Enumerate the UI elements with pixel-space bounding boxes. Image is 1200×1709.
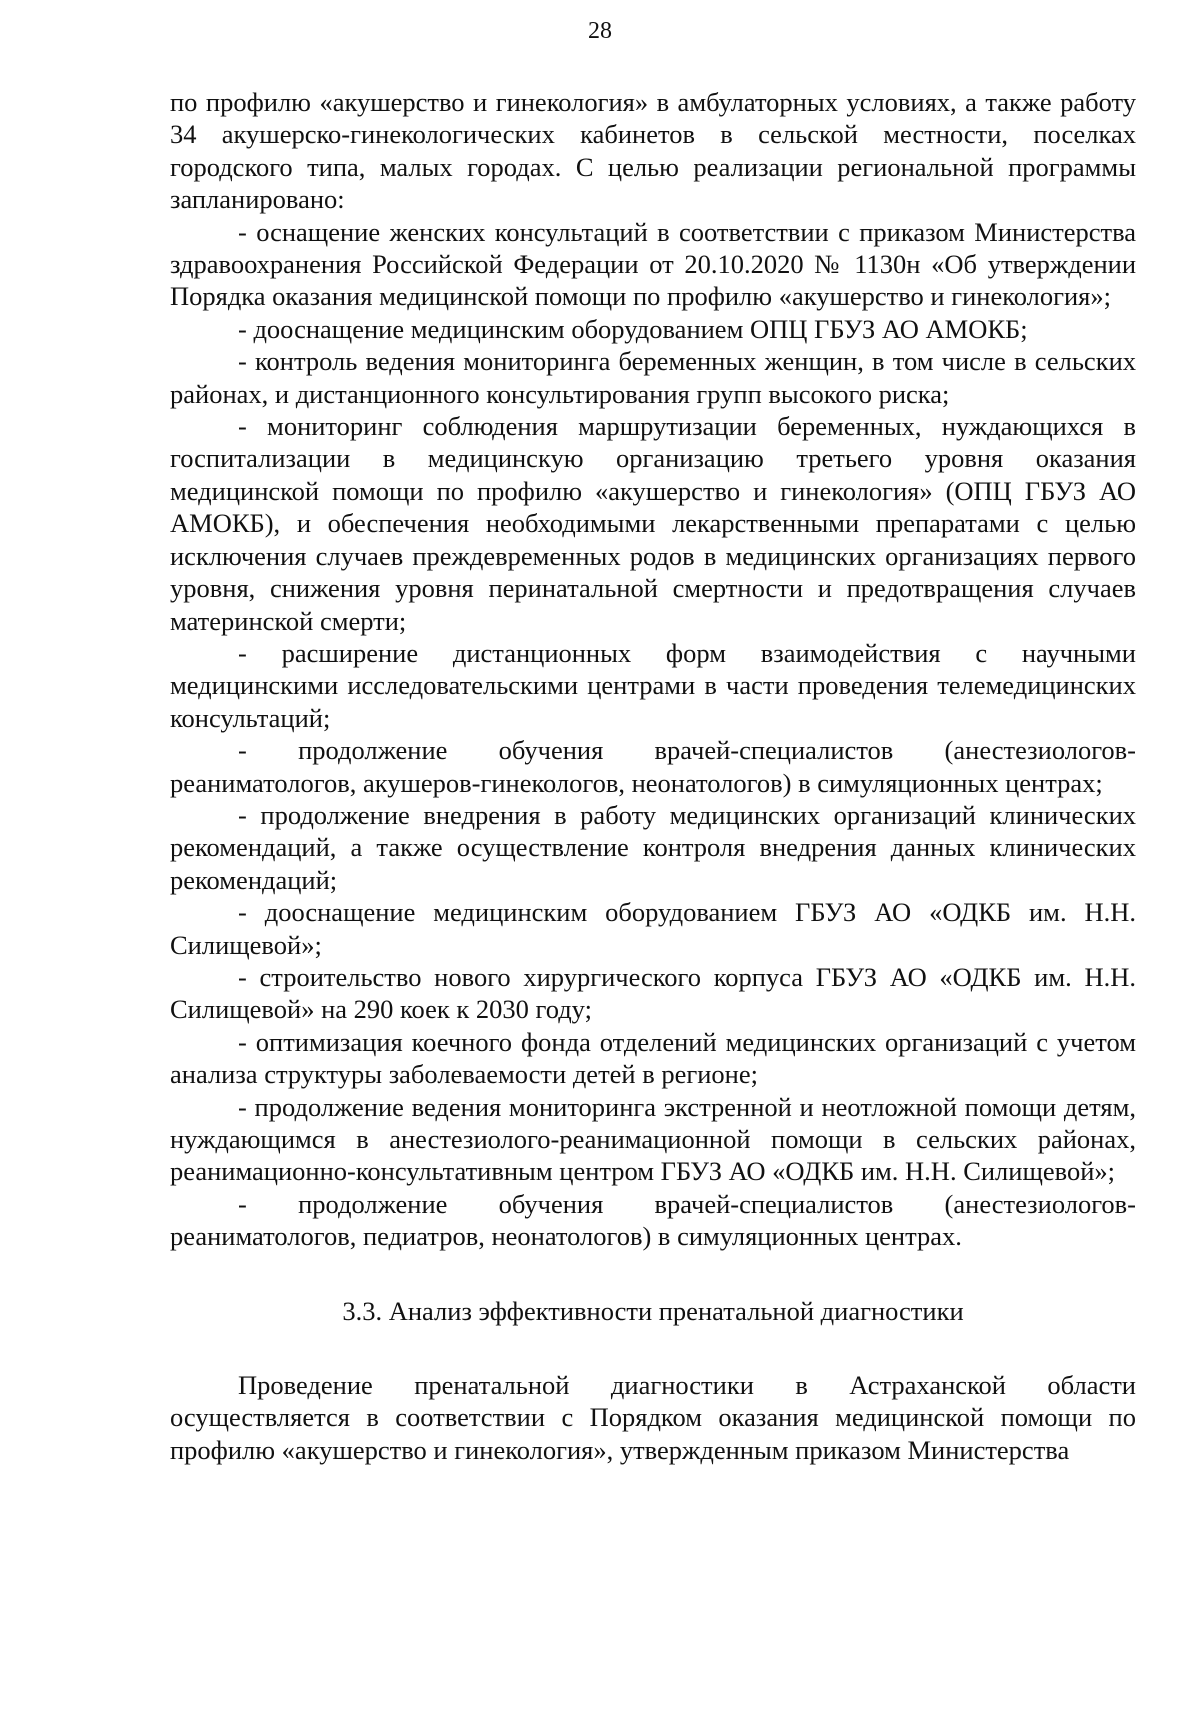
list-item: - оснащение женских консультаций в соответствии с приказом Министерства здравоохранения Российской Федерации от 20.10.2020 № 1130н «Об утверждении Порядка оказания медицинской помощи по профилю «акушерство и гинекология»;: [170, 216, 1136, 312]
list-item: - контроль ведения мониторинга беременных женщин, в том числе в сельских районах, и дистанционного консультирования групп высокого риска;: [170, 346, 1136, 409]
list-item: - продолжение внедрения в работу медицинских организаций клинических рекомендаций, а также осуществление контроля внедрения данных клинических рекомендаций;: [170, 799, 1136, 895]
list-item: - мониторинг соблюдения маршрутизации беременных, нуждающихся в госпитализации в медицинскую организацию третьего уровня оказания медицинской помощи по профилю «акушерство и гинекология» (ОПЦ ГБУЗ АО АМОКБ), и обеспечения необходимыми лекарственными препаратами с целью исключения случаев преждевременных родов в медицинских организациях первого уровня, снижения уровня перинатальной смертности и предотвращения случаев материнской смерти;: [170, 411, 1136, 636]
list-item: - оптимизация коечного фонда отделений медицинских организаций с учетом анализа структуры заболеваемости детей в регионе;: [170, 1026, 1136, 1090]
list-item: - продолжение обучения врачей-специалистов (анестезиологов-реаниматологов, акушеров-гинекологов, неонатологов) в симуляционных центрах;: [170, 735, 1136, 798]
document-body: [170, 86, 1136, 1466]
section-paragraph: Проведение пренатальной диагностики в Астраханской области осуществляется в соответствии с Порядком оказания медицинской помощи по профилю «акушерство и гинекология», утвержденным приказом Министерства: [170, 1370, 1136, 1465]
intro-paragraph: по профилю «акушерство и гинекология» в амбулаторных условиях, а также работу 34 акушерско-гинекологических кабинетов в сельской местности, поселках городского типа, малых городах. С целью реализации региональной программы запланировано:: [170, 87, 1136, 215]
list-item: - расширение дистанционных форм взаимодействия с научными медицинскими исследовательскими центрами в части проведения телемедицинских консультаций;: [170, 637, 1136, 733]
list-item: - продолжение обучения врачей-специалистов (анестезиологов-реаниматологов, педиатров, неонатологов) в симуляционных центрах.: [170, 1188, 1136, 1252]
list-item: - дооснащение медицинским оборудованием ОПЦ ГБУЗ АО АМОКБ;: [238, 313, 1028, 344]
list-item: - дооснащение медицинским оборудованием ГБУЗ АО «ОДКБ им. Н.Н. Силищевой»;: [170, 897, 1136, 960]
page-number: 28: [588, 18, 612, 44]
list-item: - продолжение ведения мониторинга экстренной и неотложной помощи детям, нуждающимся в анестезиолого-реанимационной помощи в сельских районах, реанимационно-консультативным центром ГБУЗ АО «ОДКБ им. Н.Н. Силищевой»;: [170, 1091, 1136, 1187]
section-heading: 3.3. Анализ эффективности пренатальной диагностики: [342, 1295, 964, 1326]
list-item: - строительство нового хирургического корпуса ГБУЗ АО «ОДКБ им. Н.Н. Силищевой» на 290 коек к 2030 году;: [170, 961, 1136, 1025]
